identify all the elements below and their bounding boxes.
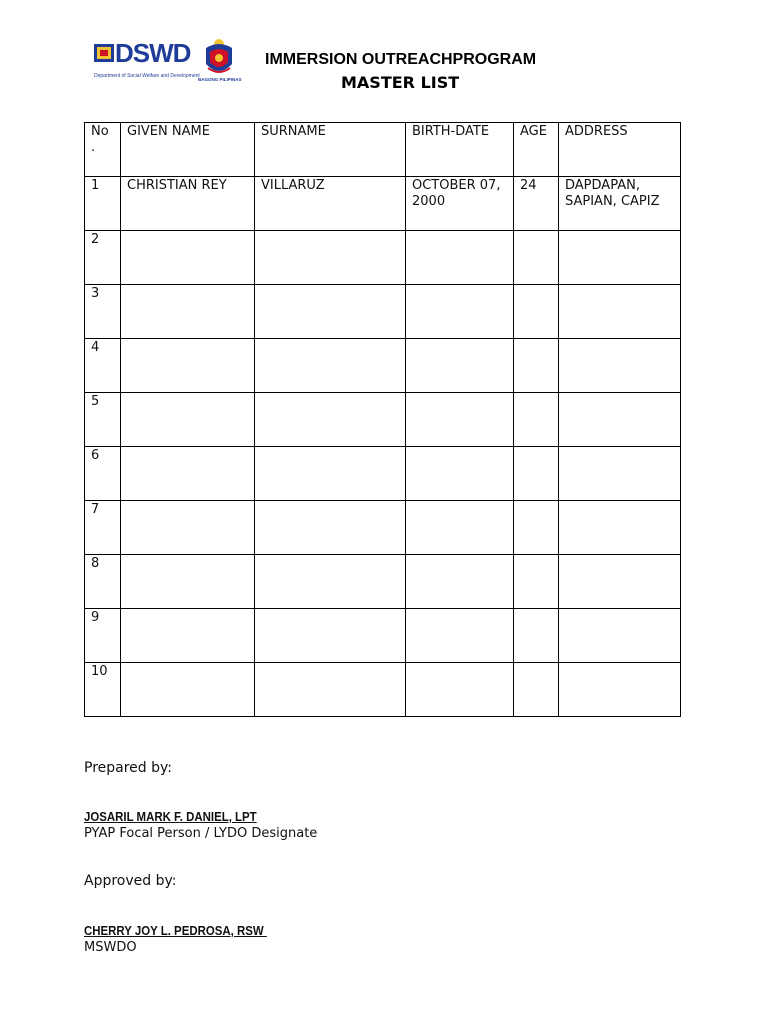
- cell-given-name: [121, 663, 255, 717]
- table-row: [85, 339, 681, 393]
- table-row: [85, 555, 681, 609]
- cell-birth-date: [406, 609, 514, 663]
- cell-age: 24: [514, 177, 559, 231]
- header-age: AGE: [514, 123, 559, 177]
- cell-no: 5: [85, 393, 121, 447]
- prepared-by-label: Prepared by:: [84, 760, 172, 776]
- cell-address: [559, 285, 681, 339]
- cell-address: [559, 501, 681, 555]
- approved-by-label: Approved by:: [84, 873, 177, 889]
- master-list-table: [84, 122, 681, 717]
- table-row: [85, 501, 681, 555]
- cell-birth-date: [406, 339, 514, 393]
- cell-no: 10: [85, 663, 121, 717]
- cell-no: 2: [85, 231, 121, 285]
- cell-birth-date: OCTOBER 07, 2000: [406, 177, 514, 231]
- cell-age: [514, 393, 559, 447]
- cell-birth-date: [406, 501, 514, 555]
- cell-no: 1: [85, 177, 121, 231]
- prepared-by-name: JOSARIL MARK F. DANIEL, LPT: [84, 809, 257, 824]
- cell-surname: [255, 231, 406, 285]
- bagong-pilipinas-subtext: BAGONG PILIPINAS: [198, 77, 242, 82]
- cell-birth-date: [406, 555, 514, 609]
- cell-given-name: [121, 285, 255, 339]
- cell-given-name: CHRISTIAN REY: [121, 177, 255, 231]
- cell-no: 9: [85, 609, 121, 663]
- cell-no: 7: [85, 501, 121, 555]
- cell-address: [559, 393, 681, 447]
- approved-by-name: CHERRY JOY L. PEDROSA, RSW: [84, 923, 267, 938]
- cell-age: [514, 447, 559, 501]
- program-title: IMMERSION OUTREACHPROGRAM: [265, 51, 537, 68]
- cell-address: DAPDAPAN, SAPIAN, CAPIZ: [559, 177, 681, 231]
- table-row: [85, 393, 681, 447]
- cell-address: [559, 447, 681, 501]
- table-row: [85, 285, 681, 339]
- cell-no: 3: [85, 285, 121, 339]
- cell-birth-date: [406, 663, 514, 717]
- table-row: [85, 609, 681, 663]
- cell-given-name: [121, 447, 255, 501]
- table-row: [85, 663, 681, 717]
- cell-given-name: [121, 231, 255, 285]
- document-title: MASTER LIST: [341, 73, 460, 92]
- cell-age: [514, 501, 559, 555]
- cell-surname: [255, 663, 406, 717]
- header-address: ADDRESS: [559, 123, 681, 177]
- cell-surname: [255, 555, 406, 609]
- cell-birth-date: [406, 393, 514, 447]
- cell-given-name: [121, 393, 255, 447]
- approved-by-role: MSWDO: [84, 940, 137, 955]
- cell-age: [514, 231, 559, 285]
- cell-given-name: [121, 339, 255, 393]
- cell-surname: [255, 393, 406, 447]
- cell-birth-date: [406, 285, 514, 339]
- cell-surname: [255, 339, 406, 393]
- cell-age: [514, 285, 559, 339]
- cell-age: [514, 609, 559, 663]
- dswd-logo-subtext: Department of Social Welfare and Development: [94, 73, 200, 79]
- cell-birth-date: [406, 447, 514, 501]
- table-body: [85, 177, 681, 717]
- cell-no: 8: [85, 555, 121, 609]
- cell-address: [559, 339, 681, 393]
- cell-surname: VILLARUZ: [255, 177, 406, 231]
- cell-age: [514, 339, 559, 393]
- cell-age: [514, 555, 559, 609]
- cell-no: 4: [85, 339, 121, 393]
- cell-address: [559, 609, 681, 663]
- cell-given-name: [121, 555, 255, 609]
- table-row: [85, 231, 681, 285]
- cell-surname: [255, 285, 406, 339]
- cell-age: [514, 663, 559, 717]
- table-header-row: [85, 123, 681, 177]
- cell-address: [559, 555, 681, 609]
- cell-surname: [255, 447, 406, 501]
- header-given-name: GIVEN NAME: [121, 123, 255, 177]
- cell-birth-date: [406, 231, 514, 285]
- dswd-shield-icon: [94, 40, 116, 70]
- table-row: [85, 177, 681, 231]
- dswd-logo-text: DSWD: [115, 38, 191, 68]
- cell-surname: [255, 501, 406, 555]
- dswd-logo: [94, 38, 200, 84]
- cell-given-name: [121, 501, 255, 555]
- header-birth-date: BIRTH-DATE: [406, 123, 514, 177]
- cell-given-name: [121, 609, 255, 663]
- cell-address: [559, 663, 681, 717]
- cell-address: [559, 231, 681, 285]
- prepared-by-role: PYAP Focal Person / LYDO Designate: [84, 826, 318, 841]
- table-row: [85, 447, 681, 501]
- header-surname: SURNAME: [255, 123, 406, 177]
- cell-no: 6: [85, 447, 121, 501]
- header-no: No .: [85, 123, 121, 177]
- cell-surname: [255, 609, 406, 663]
